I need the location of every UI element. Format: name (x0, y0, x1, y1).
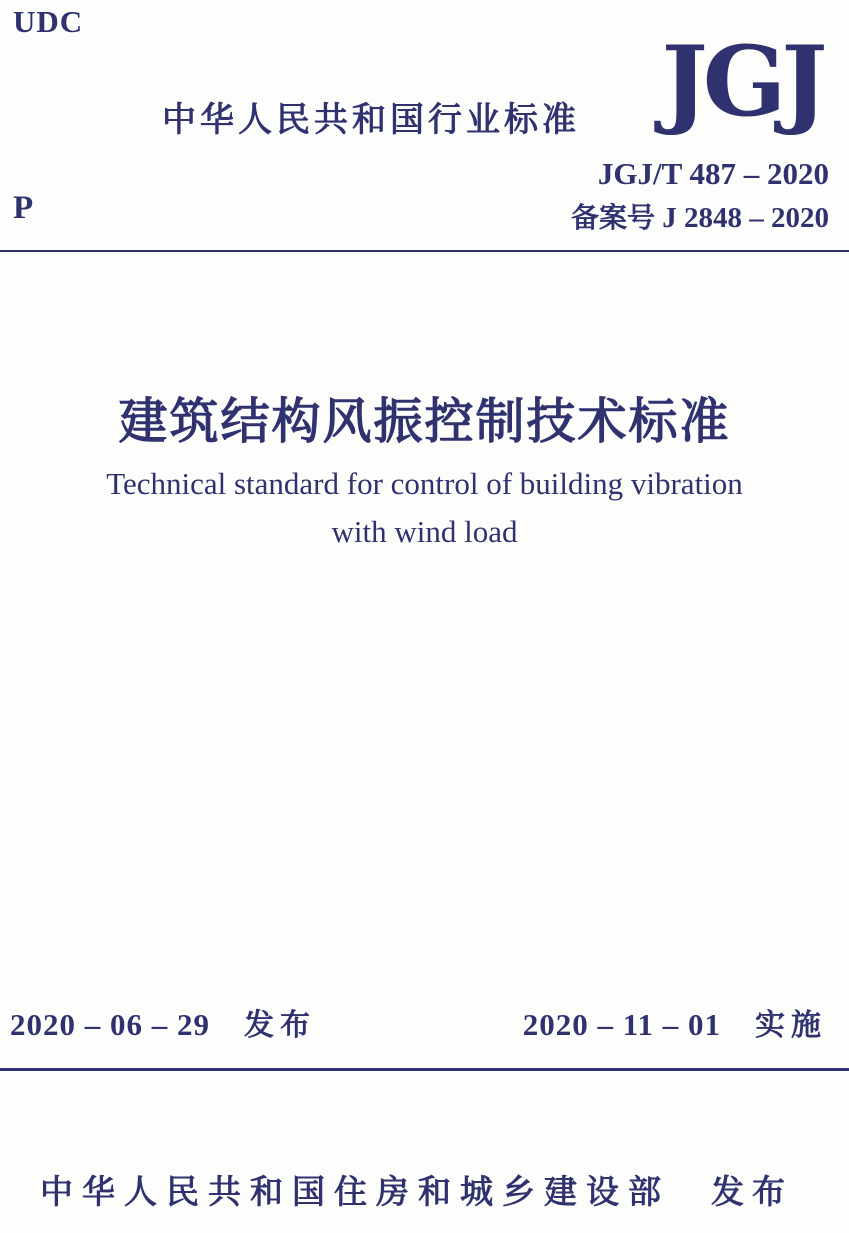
implement-date: 2020 – 11 – 01 (522, 1007, 721, 1042)
standard-number: JGJ/T 487 – 2020 (597, 156, 829, 191)
record-number (571, 196, 829, 236)
publisher-row (40, 1166, 793, 1213)
title-english-line2: with wind load (331, 514, 518, 549)
issue-date-group (10, 1000, 316, 1044)
header-divider-line (0, 250, 849, 252)
implement-label: 实施 (755, 1009, 827, 1042)
dates-row (10, 1000, 827, 1044)
classification-mark: P (13, 190, 34, 226)
jgj-logo: JGJ (661, 25, 823, 138)
record-number-value: J 2848 – 2020 (662, 202, 829, 234)
publisher-name: 中华人民共和国住房和城乡建设部 (40, 1173, 670, 1210)
record-number-label: 备案号 (570, 202, 655, 233)
publish-label: 发布 (711, 1173, 793, 1210)
implement-date-group (523, 1000, 827, 1044)
standard-type-heading: 中华人民共和国行业标准 (162, 101, 580, 139)
issue-label: 发布 (244, 1009, 316, 1042)
title-english-line1: Technical standard for control of building vibration (106, 466, 743, 501)
issue-date: 2020 – 06 – 29 (10, 1007, 210, 1042)
title-chinese: 建筑结构风振控制技术标准 (118, 394, 731, 449)
udc-mark: UDC (13, 4, 84, 39)
footer-divider-line (0, 1068, 849, 1071)
